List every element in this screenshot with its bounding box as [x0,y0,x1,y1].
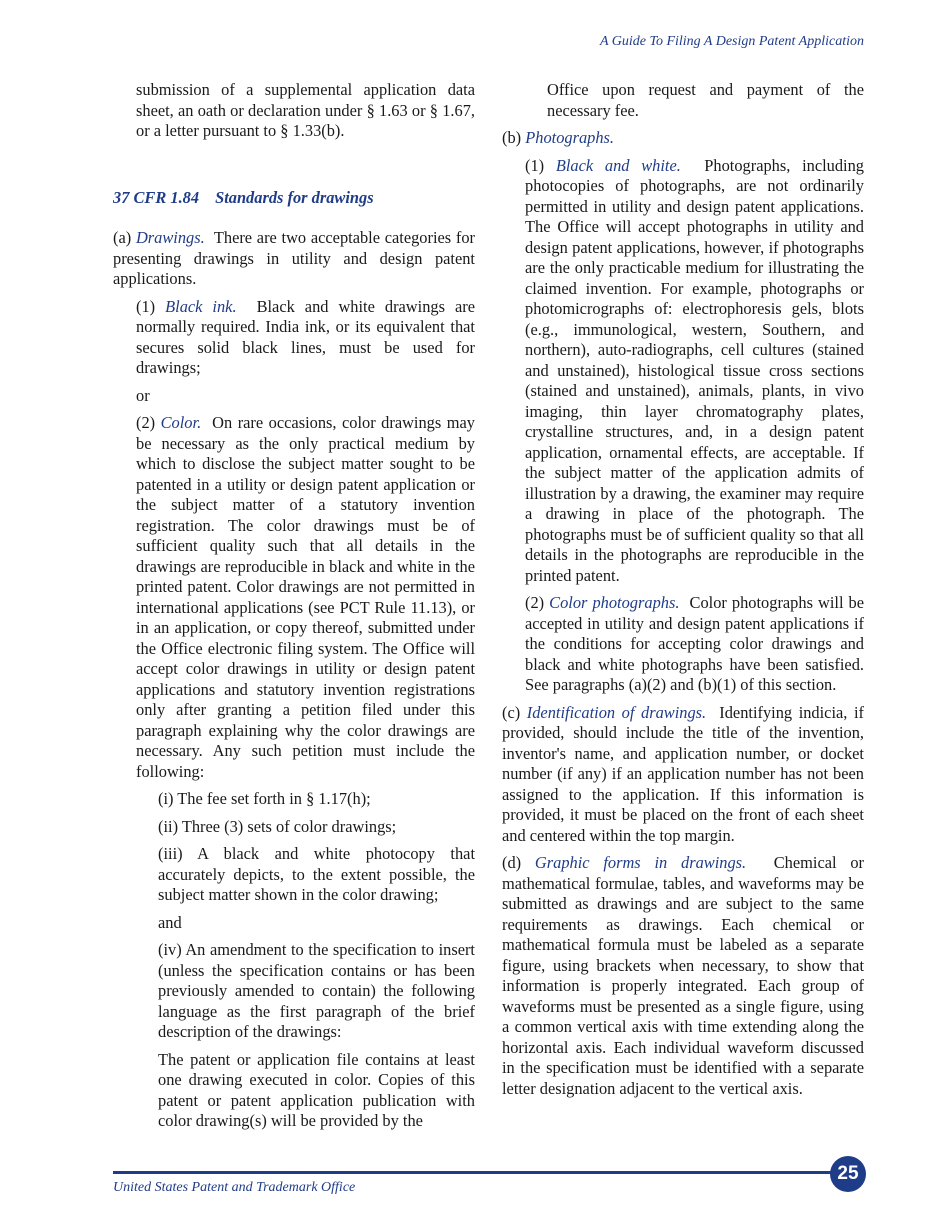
item-i: (i) The fee set forth in § 1.17(h); [158,789,371,808]
paragraph-d-term: Graphic forms in drawings. [534,853,747,872]
paragraph-b1-term: Black and white. [555,155,681,175]
paragraph-b1-text: Photographs, including photocopies of photographs, are not ordinarily permitted in utility and design patent applications. The Office will accept photographs in utility and design patent applications, however, if photographs are the only practicable medium for illustrating the claimed invention. For example, photographs or photomicrographs of: electrophoresis gels, blots (e.g., immunological, western, Southern, and northern), auto-radiographs, cell cultures (stained and unstained), histological tissue cross sections (stained and unstained), animals, plants, in vivo imaging, thin layer chromatography plates, crystalline structures, and, in a design patent application, ornamental effects, are acceptable. If the subject matter of the application admits of illustration by a drawing, the examiner may require a drawing in place of the photograph. The photographs must be of sufficient quality so that all details in the photographs are reproducible in the printed patent. [525,155,864,585]
paragraph-b-label: (b) [502,128,522,147]
paragraph-c-text: Identifying indicia, if provided, should include the title of the invention, inventor's name, and application number, or docket number (if any) if an application number has not been assigned to the application. If this information is provided, it must be placed on the front of each sheet and centered within the top margin. [502,702,864,845]
paragraph-b1 [525,156,864,587]
and-connector: and [158,912,182,932]
paragraph-d [502,853,864,1099]
paragraph-a-term: Drawings. [135,228,205,247]
paragraph-a2-text: On rare occasions, color drawings may be necessary as the only practical medium by which to disclose the subject matter sought to be patented in a utility or design patent application or the subject matter of a statutory invention registration. The color drawings must be of sufficient quality such that all details in the drawings are reproducible in black and white in the printed patent. Color drawings are not permitted in international applications (see PCT Rule 11.13), or in an application, or copy thereof, submitted under the Office electronic filing system. The Office will accept color drawings in utility or design patent applications and statutory invention registrations only after granting a petition filed under this paragraph explaining why the color drawings are necessary. Any such petition must include the following: [136,413,475,781]
footer-organization: United States Patent and Trademark Office [113,1180,356,1195]
paragraph-c-label: (c) [502,702,521,722]
cfr-number: 37 CFR 1.84 [113,187,200,207]
paragraph-b2-term: Color photographs. [549,593,680,612]
paragraph-a1 [136,297,475,379]
left-column [113,80,475,1139]
paragraph-c-term: Identification of drawings. [526,702,707,722]
paragraph-a-label: (a) [113,228,132,247]
right-column [502,80,864,1106]
paragraph-b2 [525,593,864,696]
page-number-badge: 25 [830,1156,866,1192]
paragraph-a1-term: Black ink. [165,296,237,316]
paragraph-b1-label: (1) [525,155,545,175]
quoted-language: The patent or application file contains at least one drawing executed in color. Copies of this patent or patent application publication with color drawing(s) will be provided by the [158,1049,475,1130]
paragraph-a2-label: (2) [136,413,156,432]
item-ii: (ii) Three (3) sets of color drawings; [158,816,397,836]
paragraph-b2-text: Color photographs will be accepted in utility and design patent applications if the conditions for accepting color drawings and black and white photographs have been satisfied. See paragraphs (a)(2) and (b)(1) of this section. [525,593,865,694]
paragraph-a-text: There are two acceptable categories for presenting drawings in utility and design patent applications. [113,228,475,288]
paragraph-b-term: Photographs. [525,128,615,147]
item-iii: (iii) A black and white photocopy that accurately depicts, to the extent possible, the subject matter shown in the color drawing; [158,844,475,904]
paragraph-b [502,128,864,149]
paragraph-c [502,703,864,847]
paragraph-a2 [136,413,475,782]
paragraph-d-text: Chemical or mathematical formulae, tables, and waveforms may be submitted as drawings and are subject to the same requirements as drawings. Each chemical or mathematical formula must be labeled as a separate figure, using brackets when necessary, to show that information is properly integrated. Each group of waveforms must be presented as a single figure, using a common vertical axis with time extending along the horizontal axis. Each individual waveform discussed in the specification must be identified with a separate letter designation adjacent to the vertical axis. [502,853,865,1098]
paragraph-a [113,228,475,290]
section-heading [113,188,475,209]
footer-rule [113,1171,843,1174]
or-connector: or [136,385,150,405]
item-iv: (iv) An amendment to the specification to insert (unless the specification contains or has been previously amended to contain) the following language as the first paragraph of the brief description of the drawings: [158,940,475,1041]
quoted-language-continued: Office upon request and payment of the necessary fee. [547,80,864,120]
running-header: A Guide To Filing A Design Patent Application [599,34,864,49]
paragraph-a1-label: (1) [136,296,156,316]
paragraph-b2-label: (2) [525,593,545,612]
paragraph-d-label: (d) [502,853,522,872]
intro-paragraph: submission of a supplemental application data sheet, an oath or declaration under § 1.63 or § 1.67, or a letter pursuant to § 1.33(b). [136,80,475,140]
paragraph-a2-term: Color. [160,413,202,432]
paragraph-a1-text: Black and white drawings are normally required. India ink, or its equivalent that secures solid black lines, must be used for drawings; [136,296,475,377]
section-title: Standards for drawings [215,187,374,207]
